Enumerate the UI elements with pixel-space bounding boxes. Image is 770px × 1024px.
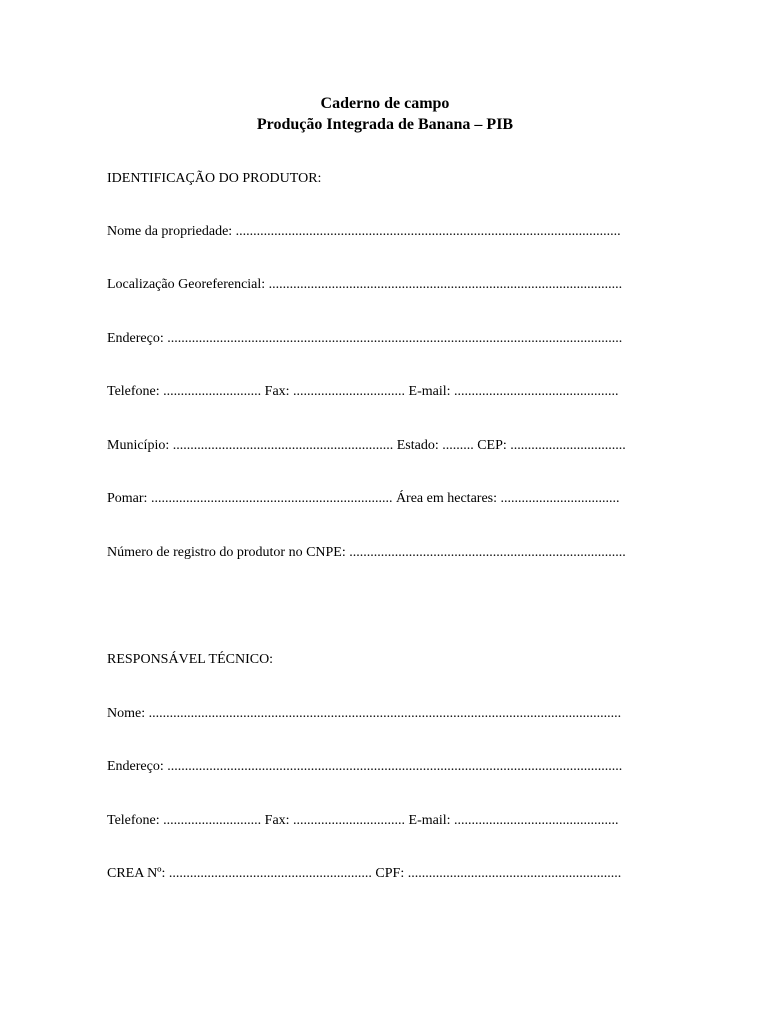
- orchard-field: Pomar: ..................................................................... Área em hectares: ..................................: [107, 491, 620, 506]
- municipality-field: Município: ............................................................... Estado: ......... CEP: .................................: [107, 438, 626, 453]
- technician-name-field: Nome: .......................................................................................................................................: [107, 706, 622, 721]
- georeferenced-location-field: Localização Georeferencial: .....................................................................................................: [107, 277, 623, 292]
- cnpe-registration-field: Número de registro do produtor no CNPE: ...............................................................................: [107, 545, 626, 560]
- document-title: Caderno de campo: [320, 95, 450, 112]
- producer-address-field: Endereço: ..................................................................................................................................: [107, 331, 623, 346]
- technician-contact-field: Telefone: ............................ Fax: ................................ E-mail: ...............................................: [107, 813, 619, 828]
- crea-cpf-field: CREA Nº: .......................................................... CPF: .............................................................: [107, 866, 622, 881]
- producer-section-heading: IDENTIFICAÇÃO DO PRODUTOR:: [107, 171, 322, 186]
- producer-contact-field: Telefone: ............................ Fax: ................................ E-mail: ...............................................: [107, 384, 619, 399]
- technician-address-field: Endereço: ..................................................................................................................................: [107, 759, 623, 774]
- document-subtitle: Produção Integrada de Banana – PIB: [256, 116, 514, 133]
- technician-section-heading: RESPONSÁVEL TÉCNICO:: [107, 652, 274, 667]
- property-name-field: Nome da propriedade: ..............................................................................................................: [107, 224, 621, 239]
